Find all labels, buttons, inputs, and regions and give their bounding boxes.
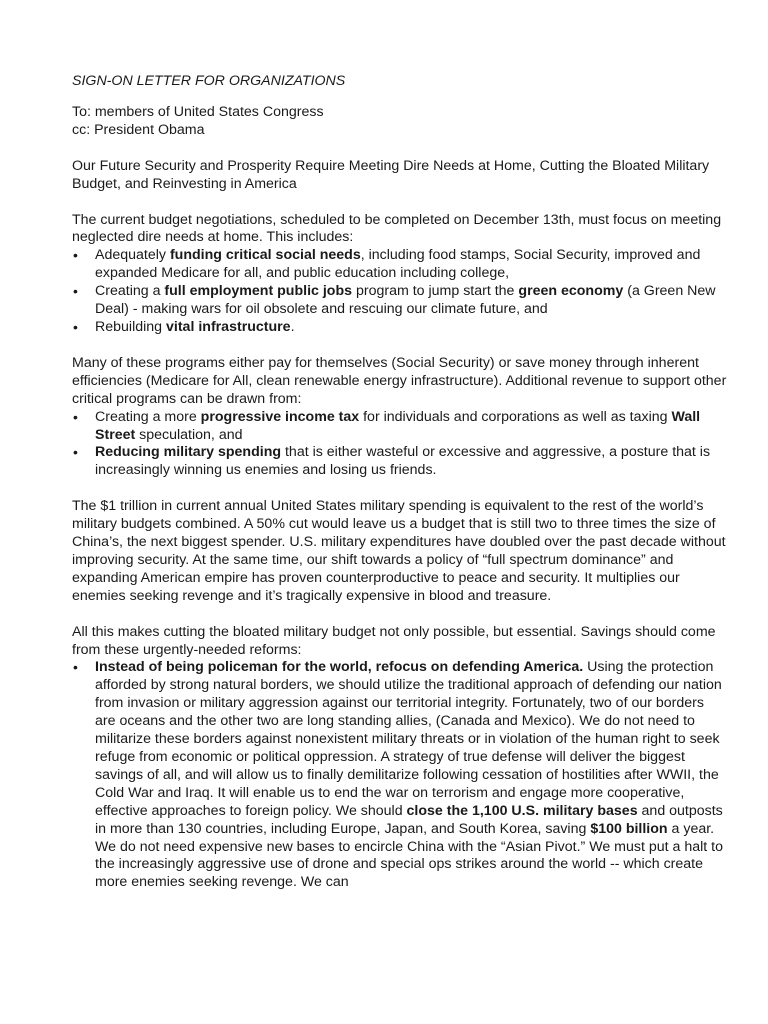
intro-paragraph: The current budget negotiations, scheduled to be completed on December 13th, must focus on meeting neglected dire needs at home. This includes:	[72, 211, 722, 246]
revenue-list	[72, 409, 728, 481]
cc-line: cc: President Obama	[72, 121, 205, 138]
recipient-line: To: members of United States Congress	[72, 103, 324, 120]
needs-list	[72, 247, 728, 337]
list-item: • Instead of being policeman for the world, refocus on defending America. Using the protection afforded by strong natural borders, we should utilize the traditional approach of defending our nation from invasion or military aggression against our territorial integrity. Fortunately, two of our borders are oceans and the other two are long standing allies, (Canada and Mexico). We do not need to militarize these borders against nonexistent military threats or in violation of the human right to seek refuge from economic or political oppression. A strategy of true defense will deliver the biggest savings of all, and will allow us to finally demilitarize following cessation of hostilities after WWII, the Cold War and Iraq. It will enable us to end the war on terrorism and engage more cooperative, effective approaches to foreign policy. We should close the 1,100 U.S. military bases and outposts in more than 130 countries, including Europe, Japan, and South Korea, saving $100 billion a year. We do not need expensive new bases to encircle China with the “Asian Pivot.” We must put a halt to the increasingly aggressive use of drone and special ops strikes around the world -- which create more enemies seeking revenge. We can	[72, 659, 728, 892]
military-spending-paragraph: The $1 trillion in current annual United States military spending is equivalent to the rest of the world’s military budgets combined. A 50% cut would leave us a budget that is still two to three times the size of China’s, the next biggest spender. U.S. military expenditures have doubled over the past decade without improving security. At the same time, our shift towards a policy of “full spectrum dominance” and expanding American empire has proven counterproductive to peace and security. It multiplies our enemies seeking revenge and it’s tragically expensive in blood and treasure.	[72, 498, 726, 604]
revenue-paragraph: Many of these programs either pay for themselves (Social Security) or save money through inherent efficiencies (Medicare for All, clean renewable energy infrastructure). Additional revenue to support other critical programs can be drawn from:	[72, 354, 727, 407]
list-item: • Creating a full employment public jobs program to jump start the green economy (a Green New Deal) - making wars for oil obsolete and rescuing our climate future, and	[72, 283, 728, 319]
reforms-paragraph: All this makes cutting the bloated military budget not only possible, but essential. Savings should come from these urgently-needed reforms:	[72, 623, 716, 658]
list-item: • Rebuilding vital infrastructure.	[72, 319, 728, 337]
list-item: • Adequately funding critical social needs, including food stamps, Social Security, improved and expanded Medicare for all, and public education including college,	[72, 247, 728, 283]
list-item: • Reducing military spending that is either wasteful or excessive and aggressive, a posture that is increasingly winning us enemies and losing us friends.	[72, 444, 728, 480]
list-item: • Creating a more progressive income tax for individuals and corporations as well as taxing Wall Street speculation, and	[72, 409, 728, 445]
letter-headline: Our Future Security and Prosperity Require Meeting Dire Needs at Home, Cutting the Bloated Military Budget, and Reinvesting in America	[72, 157, 710, 192]
reforms-list	[72, 659, 728, 892]
letter-title: SIGN-ON LETTER FOR ORGANIZATIONS	[72, 73, 346, 89]
